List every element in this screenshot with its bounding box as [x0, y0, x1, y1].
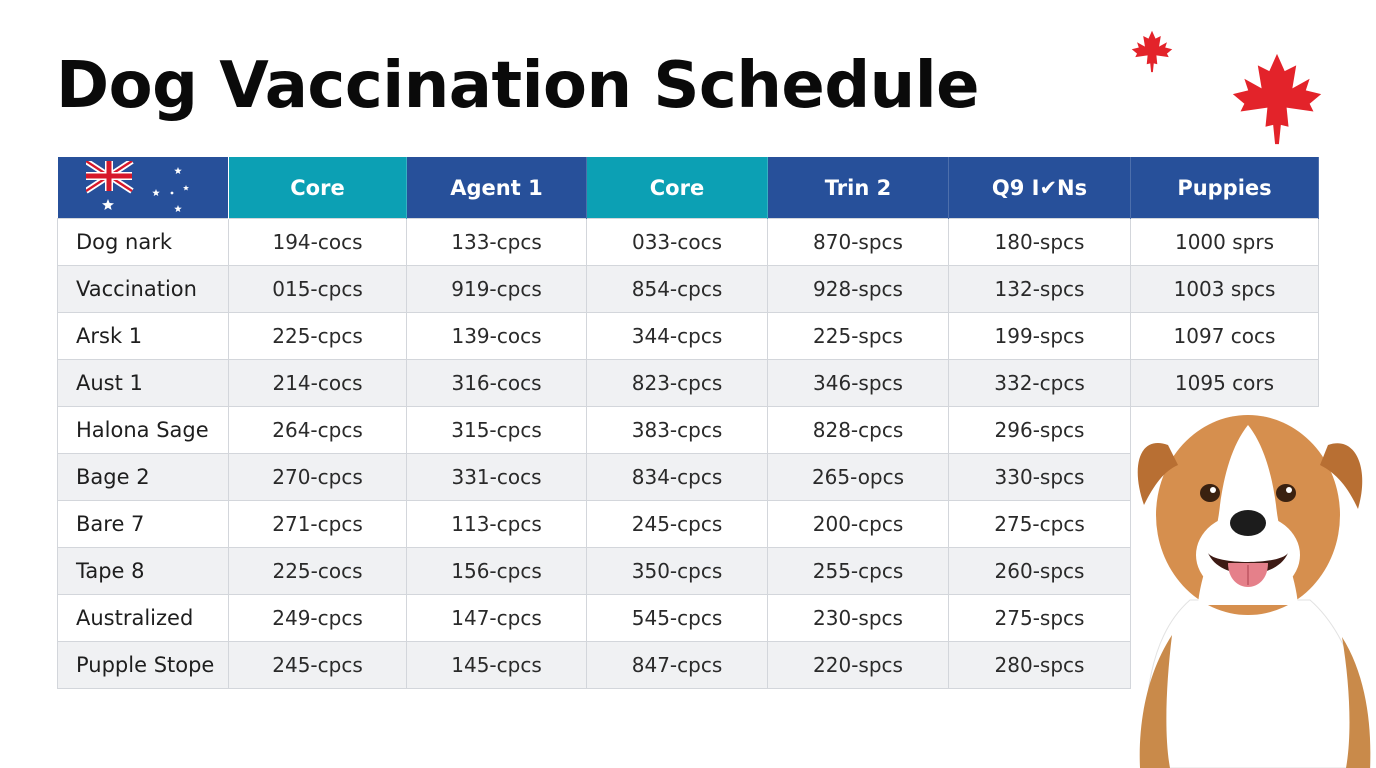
table-cell: 270-cpcs: [229, 454, 407, 501]
table-cell: 147-cpcs: [407, 595, 587, 642]
table-cell: 383-cpcs: [587, 407, 768, 454]
row-label: Bage 2: [58, 454, 229, 501]
table-cell: 260-spcs: [949, 548, 1131, 595]
table-cell: 249-cpcs: [229, 595, 407, 642]
table-cell: 280-spcs: [949, 642, 1131, 689]
row-label: Halona Sage: [58, 407, 229, 454]
table-cell: 255-cpcs: [768, 548, 949, 595]
table-cell: 854-cpcs: [587, 266, 768, 313]
table-cell: 156-cpcs: [407, 548, 587, 595]
table-header-row: [58, 157, 1319, 219]
table-row: [58, 313, 1319, 360]
table-row: [58, 266, 1319, 313]
table-cell: 200-cpcs: [768, 501, 949, 548]
table-cell: 225-cpcs: [229, 313, 407, 360]
table-cell: 194-cocs: [229, 219, 407, 266]
column-header: Trin 2: [768, 157, 949, 219]
table-cell: 265-opcs: [768, 454, 949, 501]
table-cell: 332-cpcs: [949, 360, 1131, 407]
column-header: Q9 I✔Ns: [949, 157, 1131, 219]
table-cell: 199-spcs: [949, 313, 1131, 360]
table-cell: 275-spcs: [949, 595, 1131, 642]
row-label: Bare 7: [58, 501, 229, 548]
table-cell: 346-spcs: [768, 360, 949, 407]
row-label: Arsk 1: [58, 313, 229, 360]
table-row: [58, 219, 1319, 266]
table-row: [58, 360, 1319, 407]
column-header: Core: [587, 157, 768, 219]
row-label: Pupple Stope: [58, 642, 229, 689]
maple-leaf-icon: [1226, 50, 1328, 146]
table-cell: 225-cocs: [229, 548, 407, 595]
table-cell: 180-spcs: [949, 219, 1131, 266]
table-cell: 331-cocs: [407, 454, 587, 501]
header-flag-cell: [58, 157, 229, 219]
table-cell: 828-cpcs: [768, 407, 949, 454]
maple-leaf-icon: [1130, 28, 1174, 74]
row-label: Vaccination: [58, 266, 229, 313]
table-cell: 264-cpcs: [229, 407, 407, 454]
table-cell: 230-spcs: [768, 595, 949, 642]
table-cell: 220-spcs: [768, 642, 949, 689]
table-cell: 275-cpcs: [949, 501, 1131, 548]
row-label: Dog nark: [58, 219, 229, 266]
table-cell: 015-cpcs: [229, 266, 407, 313]
column-header: Core: [229, 157, 407, 219]
table-cell: 271-cpcs: [229, 501, 407, 548]
table-cell: 1000 sprs: [1131, 219, 1319, 266]
table-cell: 214-cocs: [229, 360, 407, 407]
column-header: Puppies: [1131, 157, 1319, 219]
row-label: Aust 1: [58, 360, 229, 407]
table-cell: 344-cpcs: [587, 313, 768, 360]
table-cell: 847-cpcs: [587, 642, 768, 689]
table-cell: 1097 cocs: [1131, 313, 1319, 360]
table-cell: 245-cpcs: [229, 642, 407, 689]
table-cell: 350-cpcs: [587, 548, 768, 595]
table-cell: 033-cocs: [587, 219, 768, 266]
row-label: Tape 8: [58, 548, 229, 595]
table-cell: 145-cpcs: [407, 642, 587, 689]
table-cell: 1003 spcs: [1131, 266, 1319, 313]
dog-photo: [1120, 405, 1376, 768]
table-cell: 330-spcs: [949, 454, 1131, 501]
table-cell: 132-spcs: [949, 266, 1131, 313]
table-cell: 1095 cors: [1131, 360, 1319, 407]
table-cell: 919-cpcs: [407, 266, 587, 313]
page-title: Dog Vaccination Schedule: [56, 49, 980, 123]
table-cell: 315-cpcs: [407, 407, 587, 454]
row-label: Australized: [58, 595, 229, 642]
table-cell: 870-spcs: [768, 219, 949, 266]
table-cell: 296-spcs: [949, 407, 1131, 454]
table-cell: 823-cpcs: [587, 360, 768, 407]
table-cell: 133-cpcs: [407, 219, 587, 266]
table-cell: 139-cocs: [407, 313, 587, 360]
table-cell: 225-spcs: [768, 313, 949, 360]
table-cell: 834-cpcs: [587, 454, 768, 501]
table-cell: 113-cpcs: [407, 501, 587, 548]
table-cell: 245-cpcs: [587, 501, 768, 548]
table-cell: 316-cocs: [407, 360, 587, 407]
table-cell: 928-spcs: [768, 266, 949, 313]
australian-flag-icon: [86, 161, 198, 215]
table-cell: 545-cpcs: [587, 595, 768, 642]
column-header: Agent 1: [407, 157, 587, 219]
